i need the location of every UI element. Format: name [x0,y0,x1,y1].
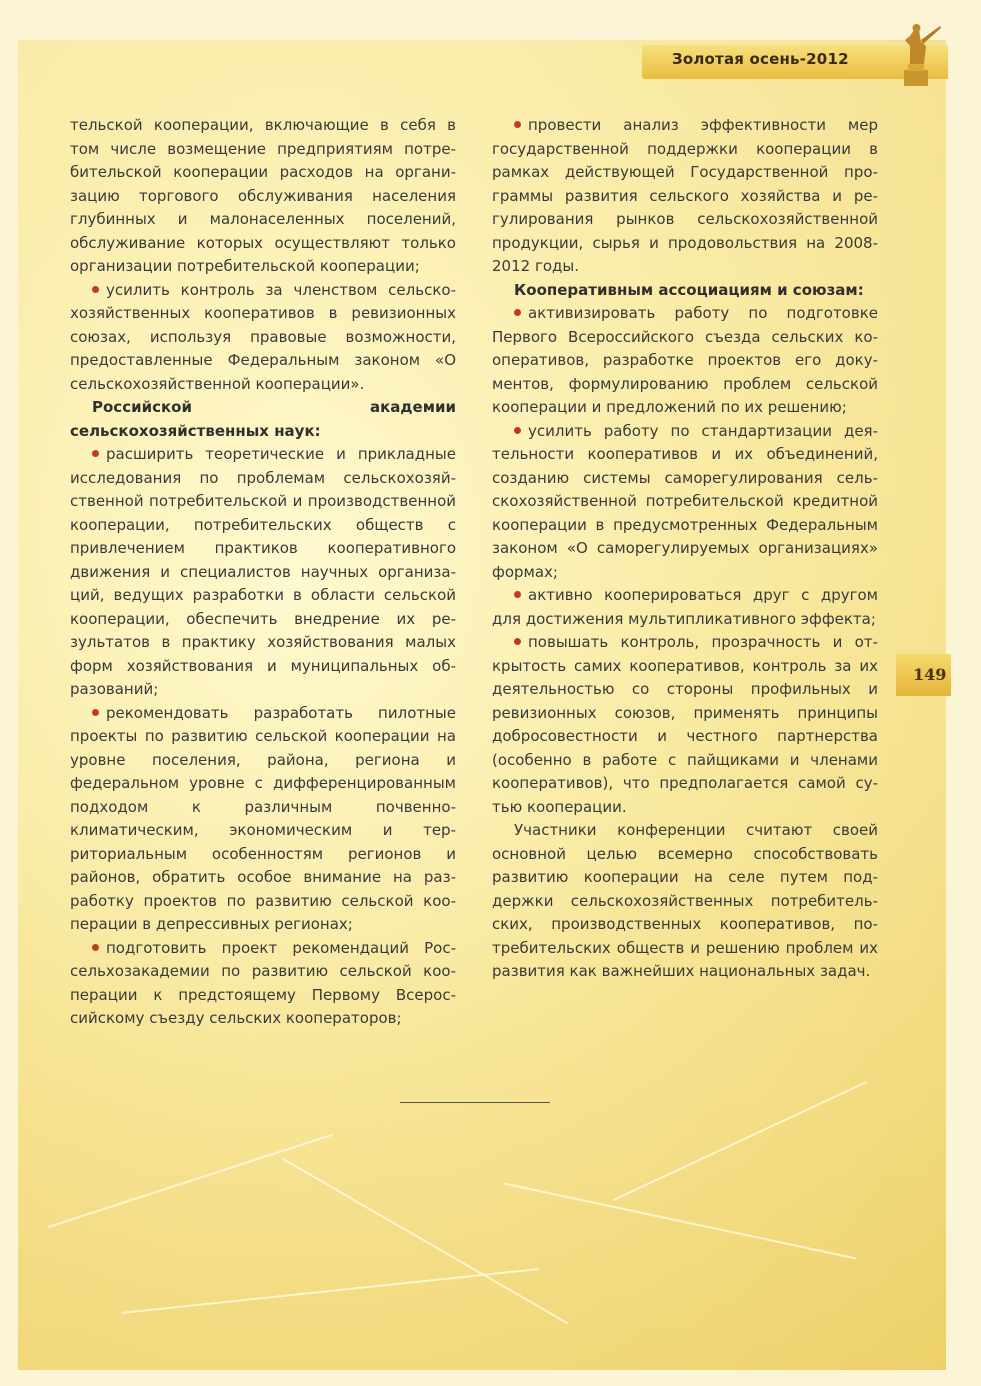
bullet-item: провести анализ эффективности мер государственной поддержки кооперации в рамках действующей Государственной программы развития сельского хозяйства и регулирования рынков сельскохозяйственной продукции, сырья и продовольствия на 2008-2012 годы. [492,116,878,275]
paragraph: Участники конференции считают своей основной целью всемерно способствовать развитию кооперации на селе путем поддержки сельскохозяйственных потребительских, производственных кооперативов, потребительских обществ и решению проблем их развития как важнейших национальных задач. [492,821,878,980]
bullet-item: рекомендовать разработать пилотные проекты по развитию сельской кооперации на уровне поселения, района, региона и федеральном уровне с дифференцированным подходом к различным почвенноклиматическим, экономическим и территориальным особенностям регионов и районов, обратить особое внимание на разработку проектов по развитию сельской кооперации в депрессивных регионах; [70,703,456,933]
header-title: Золотая осень-2012 [672,50,849,68]
bullet-icon [92,944,99,951]
bullet-icon [514,427,521,434]
bullet-icon [92,709,99,716]
monument-logo-icon [888,22,944,88]
left-column [70,114,456,1031]
bullet-item: расширить теоретические и прикладные исследования по проблемам сельскохозяйственной потребительской и производственной кооперации, потребительских обществ с привлечением практиков кооперативного движения и специалистов научных организаций, ведущих разработки в области сельской кооперации, обеспечить внедрение их результатов в практику хозяйствования малых форм хозяйствования и муниципальных образований; [70,445,456,698]
bullet-icon [92,286,99,293]
bullet-icon [514,591,521,598]
paragraph: тельской кооперации, включающие в себя в том числе возмещение предприятиям потребительской кооперации расходов на организацию торгового обслуживания населения глубинных и малонаселенных поселений, обслуживание которых осуществляют только организации потребительской кооперации; [70,116,456,275]
bullet-icon [514,638,521,645]
bullet-item: повышать контроль, прозрачность и открытость самих кооперативов, контроль за их деятельностью со стороны профильных и ревизионных союзов, применять принципы добросовестности и честного партнерства (особенно в работе с пайщиками и членами кооперативов), что предполагается самой сутью кооперации. [492,633,878,816]
page-number: 149 [913,665,947,684]
closing-rule [400,1102,550,1103]
bullet-icon [92,450,99,457]
bullet-item: активно кооперироваться друг с другом для достижения мультипликативного эффекта; [492,586,878,628]
bullet-item: усилить контроль за членством сельскохозяйственных кооперативов в ревизионных союзах, используя правовые возможности, предоставленные Федеральным законом «О сельскохозяйственной кооперации». [70,280,456,393]
bullet-icon [514,121,521,128]
bullet-item: активизировать работу по подготовке Первого Всероссийского съезда сельских кооперативов, разработке проектов его документов, формулированию проблем сельской кооперации и предложений по их решению; [492,304,878,416]
bullet-item: усилить работу по стандартизации деятельности кооперативов и их объединений, созданию системы саморегулирования сельскохозяйственной потребительской кредитной кооперации в предусмотренных Федеральным законом «О саморегулируемых организациях» формах; [492,421,878,581]
section-heading: Российской академии сельскохозяйственных наук: [70,398,456,440]
bullet-icon [514,309,521,316]
right-column [492,114,878,984]
bullet-item: подготовить проект рекомендаций Россельхозакадемии по развитию сельской кооперации к предстоящему Первому Всероссийскому съезду сельских кооператоров; [70,938,456,1027]
section-heading: Кооперативным ассоциациям и союзам: [514,280,864,299]
